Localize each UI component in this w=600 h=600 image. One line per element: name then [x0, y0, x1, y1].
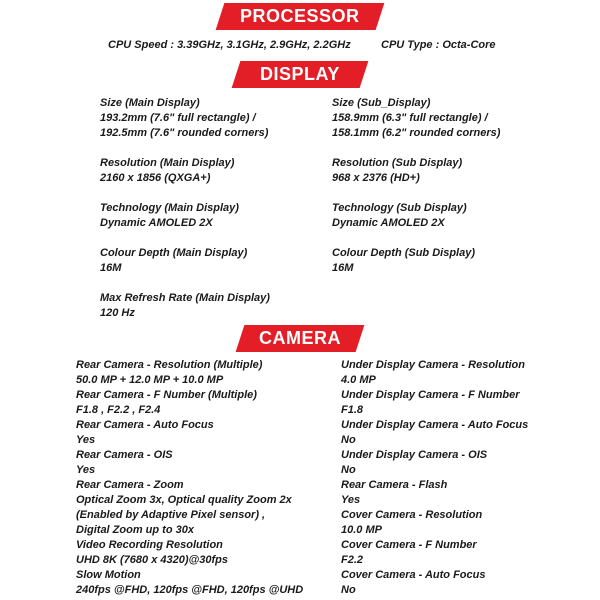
- spec-value: Dynamic AMOLED 2X: [100, 217, 213, 229]
- display-banner: [232, 61, 369, 88]
- spec-label: Colour Depth (Main Display): [100, 247, 248, 259]
- spec-label: Colour Depth (Sub Display): [332, 247, 475, 259]
- spec-value: 158.1mm (6.2" rounded corners): [332, 127, 501, 139]
- spec-value: 193.2mm (7.6" full rectangle) /: [100, 112, 256, 124]
- camera-spec-line: F1.8: [341, 404, 364, 416]
- spec-value: 2160 x 1856 (QXGA+): [100, 172, 211, 184]
- display-title: DISPLAY: [260, 64, 340, 84]
- processor-title: PROCESSOR: [240, 6, 360, 26]
- camera-spec-line: F2.2: [341, 554, 364, 566]
- spec-label: Size (Main Display): [100, 97, 200, 109]
- camera-spec-line: Under Display Camera - Auto Focus: [341, 419, 529, 431]
- spec-value: 968 x 2376 (HD+): [332, 172, 420, 184]
- spec-value: 192.5mm (7.6" rounded corners): [100, 127, 269, 139]
- spec-main-size: [100, 96, 270, 141]
- camera-spec-line: Yes: [76, 434, 96, 446]
- spec-main-colour-depth: [100, 246, 270, 276]
- camera-spec-line: 10.0 MP: [341, 524, 382, 536]
- spec-label: Technology (Sub Display): [332, 202, 467, 214]
- spec-label: Resolution (Sub Display): [332, 157, 463, 169]
- camera-spec-line: Cover Camera - Auto Focus: [341, 569, 486, 581]
- display-right-column: [332, 96, 500, 291]
- camera-spec-line: 4.0 MP: [341, 374, 376, 386]
- cpu-type: CPU Type : Octa-Core: [381, 39, 496, 51]
- spec-value: 120 Hz: [100, 307, 135, 319]
- camera-spec-line: Rear Camera - Flash: [341, 479, 448, 491]
- camera-banner: [236, 325, 365, 352]
- camera-spec-line: Rear Camera - OIS: [76, 449, 173, 461]
- camera-spec-line: No: [341, 434, 356, 446]
- spec-label: Resolution (Main Display): [100, 157, 235, 169]
- camera-left-column: [76, 358, 303, 598]
- spec-main-refresh-rate: [100, 291, 270, 321]
- camera-spec-line: No: [341, 464, 356, 476]
- camera-spec-line: Under Display Camera - F Number: [341, 389, 520, 401]
- camera-spec-line: Cover Camera - Resolution: [341, 509, 483, 521]
- camera-spec-line: 50.0 MP + 12.0 MP + 10.0 MP: [76, 374, 224, 386]
- cpu-speed: CPU Speed : 3.39GHz, 3.1GHz, 2.9GHz, 2.2GHz: [108, 39, 351, 51]
- camera-spec-line: Yes: [76, 464, 96, 476]
- camera-title: CAMERA: [259, 328, 341, 348]
- camera-spec-line: Rear Camera - F Number (Multiple): [76, 389, 257, 401]
- spec-sub-colour-depth: [332, 246, 500, 276]
- spec-label: Size (Sub_Display): [332, 97, 431, 109]
- spec-label: Max Refresh Rate (Main Display): [100, 292, 270, 304]
- camera-spec-line: Rear Camera - Resolution (Multiple): [76, 359, 263, 371]
- spec-value: 16M: [332, 262, 354, 274]
- spec-value: 16M: [100, 262, 122, 274]
- camera-spec-line: Under Display Camera - OIS: [341, 449, 488, 461]
- camera-spec-line: Rear Camera - Zoom: [76, 479, 184, 491]
- camera-spec-line: Optical Zoom 3x, Optical quality Zoom 2x: [76, 494, 292, 506]
- camera-spec-line: Rear Camera - Auto Focus: [76, 419, 214, 431]
- display-left-column: [100, 96, 270, 336]
- camera-spec-line: (Enabled by Adaptive Pixel sensor) ,: [76, 509, 266, 521]
- processor-banner: [216, 3, 385, 30]
- spec-value: Dynamic AMOLED 2X: [332, 217, 445, 229]
- camera-right-column: [341, 358, 528, 598]
- camera-spec-line: Yes: [341, 494, 361, 506]
- camera-spec-line: Video Recording Resolution: [76, 539, 223, 551]
- camera-spec-line: 240fps @FHD, 120fps @FHD, 120fps @UHD: [76, 584, 304, 596]
- spec-label: Technology (Main Display): [100, 202, 239, 214]
- spec-sub-size: [332, 96, 500, 141]
- spec-sub-resolution: [332, 156, 500, 186]
- spec-main-resolution: [100, 156, 270, 186]
- camera-spec-line: Digital Zoom up to 30x: [76, 524, 194, 536]
- camera-spec-line: Cover Camera - F Number: [341, 539, 477, 551]
- spec-sub-technology: [332, 201, 500, 231]
- spec-value: 158.9mm (6.3" full rectangle) /: [332, 112, 488, 124]
- camera-spec-line: F1.8 , F2.2 , F2.4: [76, 404, 161, 416]
- camera-spec-line: UHD 8K (7680 x 4320)@30fps: [76, 554, 228, 566]
- camera-spec-line: No: [341, 584, 356, 596]
- camera-spec-line: Under Display Camera - Resolution: [341, 359, 525, 371]
- camera-spec-line: Slow Motion: [76, 569, 141, 581]
- spec-main-technology: [100, 201, 270, 231]
